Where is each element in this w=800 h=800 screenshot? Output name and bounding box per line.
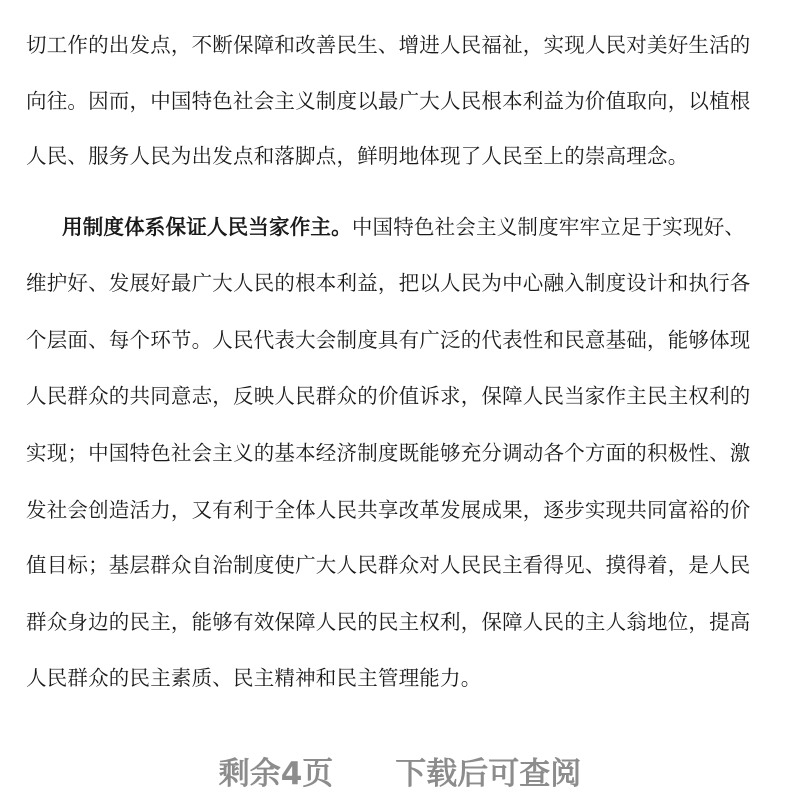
paragraph2-line-2: 维护好、发展好最广大人民的根本利益，把以人民为中心融入制度设计和执行各: [26, 271, 751, 295]
paragraph2-line-9: 人民群众的民主素质、民主精神和民主管理能力。: [26, 666, 482, 690]
paragraph2-first-line-text: 中国特色社会主义制度牢牢立足于实现好、: [351, 215, 746, 239]
download-to-view-link[interactable]: 下载后可查阅: [395, 755, 582, 792]
download-prompt-bar[interactable]: [0, 748, 800, 792]
paragraph2-line-1: [62, 212, 776, 242]
paragraph2-line-7: 值目标；基层群众自治制度使广大人民群众对人民民主看得见、摸得着，是人民: [26, 553, 751, 577]
paragraph2-line-3: 个层面、每个环节。人民代表大会制度具有广泛的代表性和民意基础，能够体现: [26, 328, 751, 352]
paragraph2-line-8: 群众身边的民主，能够有效保障人民的民主权利，保障人民的主人翁地位，提高: [26, 610, 751, 634]
remaining-pages-label[interactable]: 剩余4页: [218, 755, 334, 792]
paragraph2-line-6: 发社会创造活力，又有利于全体人民共享改革发展成果，逐步实现共同富裕的价: [26, 498, 751, 522]
paragraph2-line-4: 人民群众的共同意志，反映人民群众的价值诉求，保障人民当家作主民主权利的: [26, 384, 751, 408]
paragraph2-heading: 用制度体系保证人民当家作主。: [62, 215, 352, 239]
paragraph1-line-1: 切工作的出发点，不断保障和改善民生、增进人民福祉，实现人民对美好生活的: [26, 33, 751, 57]
paragraph1-line-2: 向往。因而，中国特色社会主义制度以最广大人民根本利益为价值取向，以植根: [26, 89, 751, 113]
paragraph2-line-5: 实现；中国特色社会主义的基本经济制度既能够充分调动各个方面的积极性、激: [26, 441, 751, 465]
paragraph1-line-3: 人民、服务人民为出发点和落脚点，鲜明地体现了人民至上的崇高理念。: [26, 144, 689, 168]
